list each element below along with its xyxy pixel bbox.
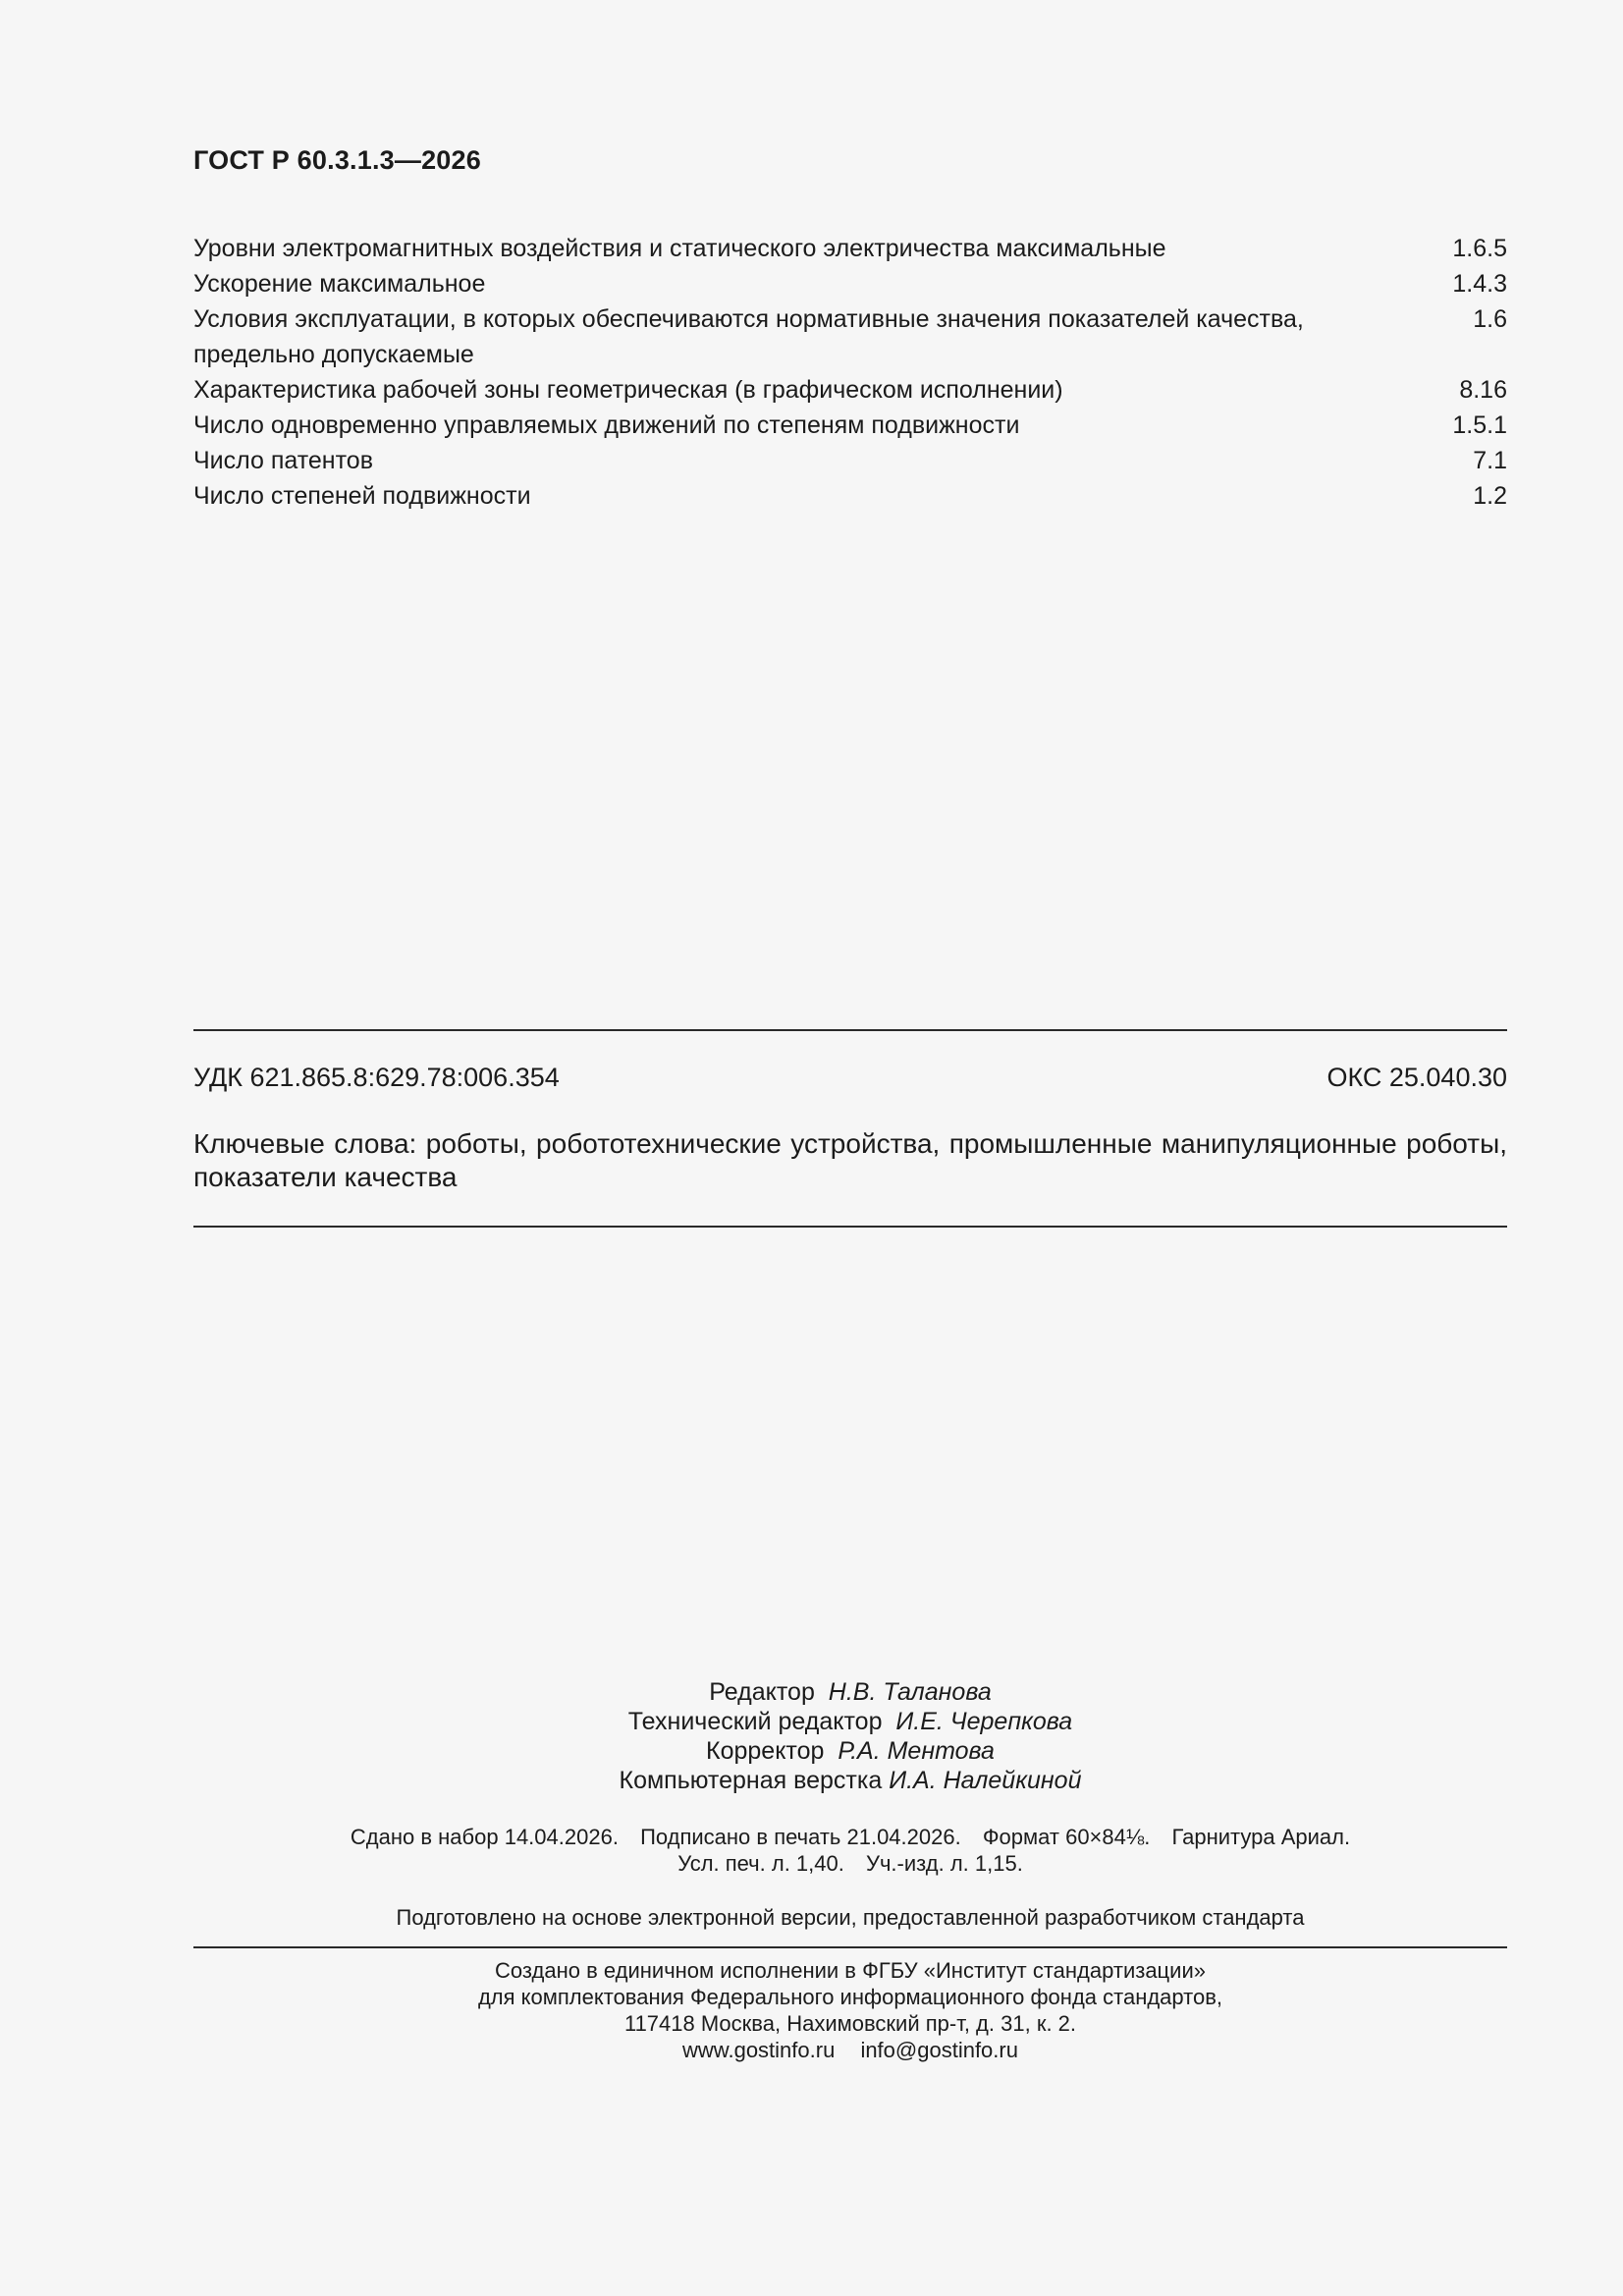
credit-role: Технический редактор [627,1708,883,1735]
index-ref: 1.6.5 [1452,235,1507,262]
index-term: Число патентов [193,447,373,474]
paper-format: Формат 60×84⅛. [982,1825,1151,1849]
imprint-block [193,1957,1507,2063]
credit-tech-editor [193,1707,1507,1736]
print-sheets: Усл. печ. л. 1,40. [677,1851,844,1876]
imprint-address: 117418 Москва, Нахимовский пр-т, д. 31, к. 2. [623,2011,1077,2036]
credit-name: И.Е. Черепкова [895,1708,1073,1735]
index-term: Условия эксплуатации, в которых обеспечиваются нормативные значения показателей качества, предельно допускаемые [193,305,1304,368]
index-term: Число степеней подвижности [193,482,531,510]
index-term: Уровни электромагнитных воздействия и статического электричества максимальные [193,235,1166,262]
index-row [193,408,1507,443]
imprint-line: для комплектования Федерального информационного фонда стандартов, [477,1985,1223,2009]
index-term: Ускорение максимальное [193,270,486,298]
oks-code: ОКС 25.040.30 [1326,1063,1507,1092]
index-ref: 1.5.1 [1452,411,1507,439]
credits-block [193,1677,1507,1795]
credit-layout [193,1766,1507,1795]
prepared-note: Подготовлено на основе электронной версии, предоставленной разработчиком стандарта [396,1905,1305,1930]
publisher-sheets: Уч.-изд. л. 1,15. [865,1851,1023,1876]
top-divider [193,1029,1507,1031]
index-row [193,372,1507,408]
imprint-contacts [193,2037,1507,2063]
credit-editor [193,1677,1507,1707]
imprint-divider [193,1946,1507,1948]
credit-name: Н.В. Таланова [828,1678,992,1706]
index-row [193,231,1507,266]
credit-role: Компьютерная верстка [619,1767,883,1794]
document-code: ГОСТ Р 60.3.1.3—2026 [193,145,481,175]
index-term: Число одновременно управляемых движений по степеням подвижности [193,411,1020,439]
signed-date: Подписано в печать 21.04.2026. [640,1825,961,1849]
document-page [193,0,1507,2296]
alphabetical-index [193,231,1507,514]
index-row [193,301,1507,372]
credit-name: Р.А. Ментова [838,1737,995,1765]
website-link[interactable]: www.gostinfo.ru [682,2038,836,2062]
index-ref: 7.1 [1473,447,1507,474]
credit-role: Редактор [709,1678,815,1706]
index-ref: 8.16 [1459,376,1507,404]
index-row [193,443,1507,478]
index-ref: 1.6 [1473,305,1507,333]
typeface: Гарнитура Ариал. [1171,1825,1351,1849]
credit-name: И.А. Налейкиной [889,1767,1082,1794]
index-ref: 1.2 [1473,482,1507,510]
publication-line-2 [193,1850,1507,1877]
publication-info [193,1824,1507,1877]
index-ref: 1.4.3 [1452,270,1507,298]
udc-code: УДК 621.865.8:629.78:006.354 [193,1063,560,1092]
classification-line [193,1063,1507,1093]
email-link[interactable]: info@gostinfo.ru [860,2038,1018,2062]
publication-line-1 [193,1824,1507,1850]
index-term: Характеристика рабочей зоны геометрическая (в графическом исполнении) [193,376,1063,404]
credit-role: Корректор [706,1737,825,1765]
imprint-line: Создано в единичном исполнении в ФГБУ «Институт стандартизации» [495,1958,1206,1983]
keywords-divider [193,1226,1507,1228]
credit-proofreader [193,1736,1507,1766]
typeset-date: Сдано в набор 14.04.2026. [350,1825,619,1849]
index-row [193,266,1507,301]
keywords-paragraph: Ключевые слова: роботы, робототехнические устройства, промышленные манипуляционные роботы, показатели качества [193,1128,1507,1192]
index-row [193,478,1507,514]
